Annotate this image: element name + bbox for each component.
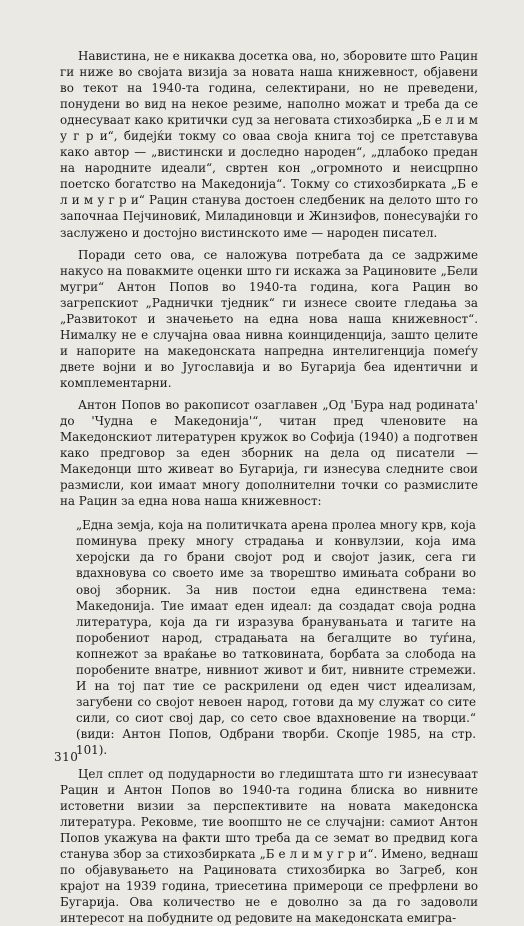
paragraph-2: Поради сето ова, се наложува потребата да се задржиме накусо на повакмите оценки што ги искажа за Рациновите „Бели мугри“ Антон Попов во 1940-та година, кога Рацин во загрепскиот „Раднички тједник“ ги изнесе своите гледања за „Развитокот и значењето на една нова наша книжевност“. Нималку не е случајна оваа нивна коинциденција, зашто целите и напорите на македонската напредна интелигенција помеѓу двете војни и во Југославија и во Бугарија беа идентични и комплементарни. [60,247,478,390]
paragraph-4: Цел сплет од подударности во гледиштата што ги изнесуваат Рацин и Антон Попов во 1940-та година блиска во нивните истоветни визии за перспективите на новата македонска литература. Рековме, тие воопшто не се случајни: самиот Антон Попов укажува на факти што треба да се земат во предвид кога станува збор за стихозбирката „Б е л и м у г р и“. Имено, веднаш по објавувањето на Рацинoвата стихозбирка во Загреб, кон крајот на 1939 година, триесетина примероци се префрлени во Бугарија. Ова количество не е доволно за да го задоволи интересот на побудните од редовите на македонската емигра- [60,767,478,926]
paragraph-1: Навистина, не е никаква досетка ова, но, зборовите што Рацин ги ниже во својата визија за новата наша книжевност, објавени во текот на 1940-та година, селектирани, но не преведени, понудени во вид на некое резиме, наполно можат и треба да се однесуваат како критички суд за неговата стихозбирка „Б е л и м у г р и“, бидејќи токму со оваа своја книга тој се претставува како автор — „вистински и доследно народен“, „длабоко предан на народните идеали“, свртен кон „огромното и неисцрпно поетско богатство на Македонија“. Токму со стихозбирката „Б е л и м у г р и“ Рацин станува достоен следбеник на делото што го започнаа Пејчиновиќ, Миладиновци и Жинзифов, понесувајќи го заслужено и достојно вистинското име — народен писател. [60,49,478,240]
paragraph-3: Антон Попов во ракописот озаглавен „Од 'Бура над родината' до 'Чудна е Македонија'“, читан пред членовите на Македонскиот литературен кружок во Софија (1940) а подготвен како предговор за еден зборник на дела од писатели — Македонци што живеат во Бугарија, ги изнесува следните свои размисли, кои имаат многу дополнителни точки со размислите на Рацин за една нова наша книжевност: [60,397,478,509]
page-number: 310 [54,750,79,764]
block-quote: „Една земја, која на политичката арена пролеа многу крв, која поминува преку многу страдања и конвулзии, која има херојски да го брани својот род и својот јазик, сега ги вдахновува со своето име за творештво имињата собрани во овој зборник. За нив постои една единствена тема: Македонија. Тие имаат еден идеал: да создадат своја родна литература, која да ги изразува брануваньата и тагите на поробениот народ, страдањата на бегалците во туѓина, копнежот за враќање во татковината, борбата за слобода на поробените внатре, нивниот живот и бит, нивните стремежи. И на тој пат тие се раскрилени од еден чист идеализам, загубени со својот невоен народ, готови да му служат со сите сили, со сиот свој дар, со сето свое вдахновение на творци.“ (види: Антон Попов, Одбрани творби. Скопје 1985, на стр. 101). [76,518,476,757]
